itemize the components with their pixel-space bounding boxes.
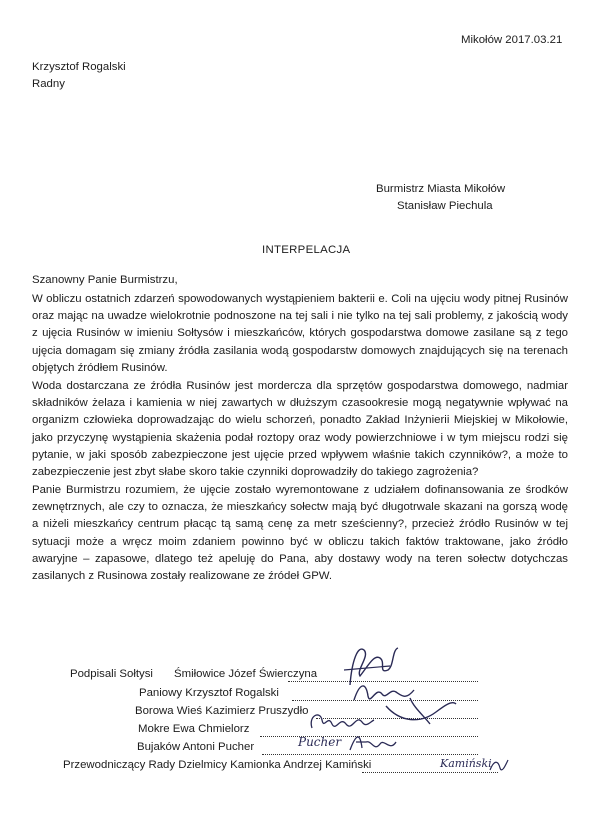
signature-row: Śmiłowice Józef Świerczyna <box>174 668 318 680</box>
signature-scribble-kaminski <box>488 756 510 776</box>
signature-row: Mokre Ewa Chmielorz <box>138 723 250 735</box>
salutation: Szanowny Panie Burmistrzu, <box>32 274 178 286</box>
signature-line <box>362 772 498 773</box>
recipient-title: Burmistrz Miasta Mikołów <box>376 183 506 195</box>
date: Mikołów 2017.03.21 <box>461 34 563 46</box>
signature-row: Przewodniczący Rady Dzielmicy Kamionka Andrzej Kamiński <box>63 759 372 771</box>
signature-handwriting-kaminski: Kamiński <box>440 757 492 770</box>
signature-row: Borowa Wieś Kazimierz Pruszydło <box>135 705 309 717</box>
recipient-name: Stanisław Piechula <box>397 200 493 212</box>
signature-row: Bujaków Antoni Pucher <box>137 741 255 753</box>
signature-handwriting-pucher: Pucher <box>298 735 342 749</box>
signature-scribble-pruszydlo <box>380 694 460 728</box>
paragraph-2: Woda dostarczana ze źródła Rusinów jest mordercza dla sprzętów gospodarstwa domowego, nadmiar składników żelaza i kamienia w niej zawartych w dłuższym czasookresie mogą negatywnie wpływać na organizm człowieka doprowadzając do wielu schorzeń, ponadto Zakład Inżynierii Miejskiej w Mikołowie, jako przyczynę wystąpienia skażenia podał roztopy oraz wody powierzchniowe i w tym miejscu rodzi się pytanie, w jaki sposób zabezpieczone jest ujęcie przed wpływem właśnie takich czynników?, a może to zabezpieczenie jest zbyt słabe skoro takie czynniki doprowadziły do takiego zagrożenia? <box>32 380 568 479</box>
sender-name: Krzysztof Rogalski <box>32 61 126 73</box>
document-title: INTERPELACJA <box>262 244 351 256</box>
paragraph-1: W obliczu ostatnich zdarzeń spowodowanych wystąpieniem bakterii e. Coli na ujęciu wody pitnej Rusinów oraz mając na uwadze wielokrotnie podnoszone na tej sali i nie tylko na tej sali problemy, z jakością wody z ujęcia Rusinów w imieniu Sołtysów i mieszkańców, których gospodarstwa domowe zasilane są z tego ujęcia domagam się zmiany źródła zasilania wodą gospodarstw domowych znajdujących się na terenach objętych źródłem Rusinów. <box>32 293 568 374</box>
paragraph-3: Panie Burmistrzu rozumiem, że ujęcie zostało wyremontowane z udziałem dofinansowania ze środków zewnętrznych, ale czy to oznacza, że mieszkańcy sołectw mają być długotrwale skazani na gorszą wodę a niżeli mieszkańcy centrum płacąc tą samą cenę za metr sześcienny?, przecież źródło Rusinów w tej sytuacji może a wręcz moim zdaniem powinno być w obliczu takich faktów traktowane, jako źródło awaryjne – zapasowe, dlatego też apeluję do Pana, aby dostawy wody na teren sołectw dotychczas zasilanych z Rusinowa zostały realizowane ze źródeł GPW. <box>32 484 568 583</box>
signature-scribble-pucher <box>346 728 406 756</box>
sender-role: Radny <box>32 78 65 90</box>
signature-row: Paniowy Krzysztof Rogalski <box>139 687 279 699</box>
signatures-label: Podpisali Sołtysi <box>70 668 153 680</box>
